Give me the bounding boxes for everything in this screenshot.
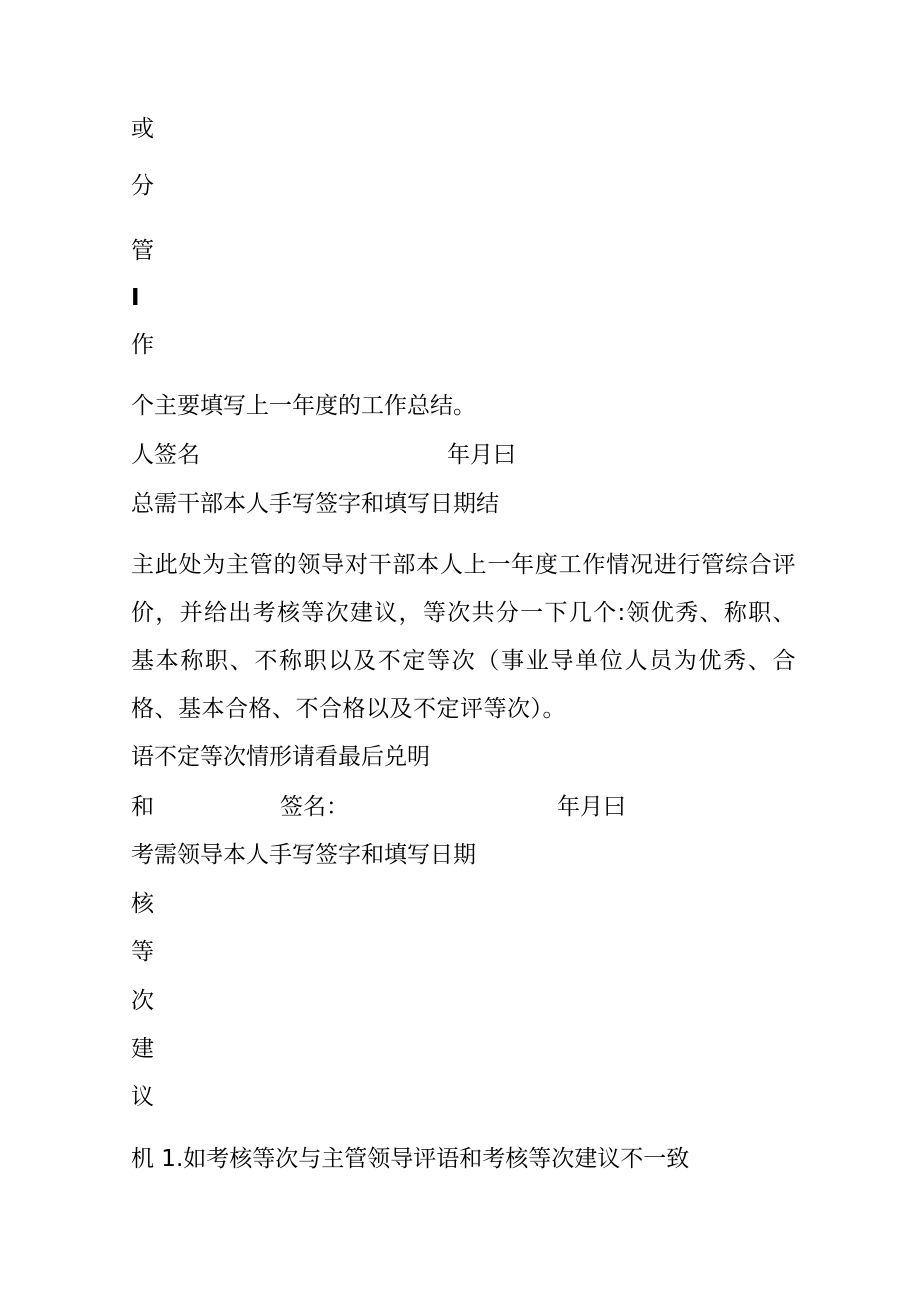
- self-sign-note: 总需干部本人手写签字和填写日期结: [131, 491, 499, 517]
- vertical-char: 等: [131, 939, 154, 965]
- leader-note-line: 语不定等次情形请看最后兑明: [131, 744, 430, 770]
- leader-comment-paragraph: 主此处为主管的领导对干部本人上一年度工作情况进行管综合评价，并给出考核等次建议，等次共分一下几个:领优秀、称职、基本称职、不称职以及不定等次（事业导单位人员为优秀、合格、基本合格、不合格以及不定评等次）。: [131, 552, 796, 722]
- vertical-char: 次: [131, 988, 154, 1014]
- leader-row-prefix: 和: [131, 794, 154, 820]
- leader-date-label: 年月曰: [557, 794, 626, 820]
- self-date-label: 年月曰: [447, 442, 516, 468]
- vertical-char: 作: [131, 332, 154, 358]
- self-sign-label: 人签名: [131, 442, 200, 468]
- vertical-char: 议: [131, 1084, 154, 1110]
- footer-line: 机 1.如考核等次与主管领导评语和考核等次建议不一致: [131, 1146, 690, 1172]
- leader-sign-note: 考需领导本人手写签字和填写日期: [131, 842, 476, 868]
- vertical-char: 建: [131, 1036, 154, 1062]
- vertical-char: 核: [131, 891, 154, 917]
- vertical-char: 或: [131, 116, 154, 142]
- leader-sign-label: 签名：: [280, 794, 349, 820]
- vertical-char: I: [131, 285, 140, 311]
- vertical-char: 分: [131, 173, 154, 199]
- vertical-char: 管: [131, 238, 154, 264]
- self-summary-line: 个主要填写上一年度的工作总结。: [131, 393, 476, 419]
